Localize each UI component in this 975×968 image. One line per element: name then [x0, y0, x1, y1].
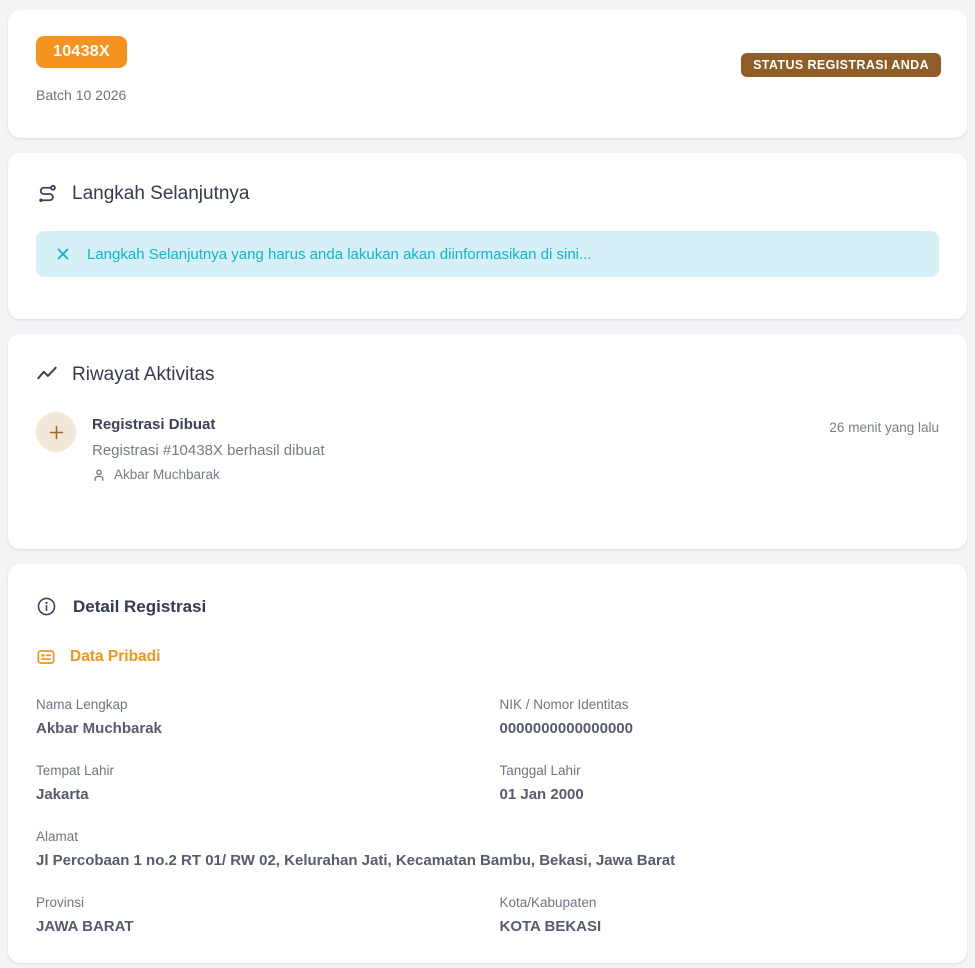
field-value: KOTA BEKASI	[499, 918, 602, 935]
activity-item-body	[92, 412, 813, 482]
activity-item-title: Registrasi Dibuat	[92, 416, 216, 433]
personal-data-section-heading	[36, 647, 939, 667]
field-label: Nama Lengkap	[36, 697, 128, 712]
field-tanggal-lahir	[500, 763, 940, 803]
activity-heading	[36, 364, 939, 386]
field-label: Provinsi	[36, 895, 85, 910]
field-label: Tempat Lahir	[36, 763, 115, 778]
registration-detail-card	[8, 564, 967, 963]
person-icon	[92, 468, 106, 482]
field-label: NIK / Nomor Identitas	[499, 697, 629, 712]
plus-icon	[36, 412, 76, 452]
field-provinsi	[36, 895, 476, 935]
close-icon[interactable]	[54, 245, 72, 263]
field-kota-kabupaten	[500, 895, 940, 935]
activity-title: Riwayat Aktivitas	[72, 364, 215, 385]
field-label: Tanggal Lahir	[499, 763, 581, 778]
info-circle-icon	[36, 596, 57, 617]
field-tempat-lahir	[36, 763, 476, 803]
field-value: 0000000000000000	[499, 720, 633, 737]
activity-history-card	[8, 334, 967, 549]
batch-label: Batch 10 2026	[36, 87, 127, 103]
activity-item-description: Registrasi #10438X berhasil dibuat	[92, 442, 325, 459]
registration-summary-card	[8, 10, 967, 138]
next-steps-title: Langkah Selanjutnya	[72, 183, 250, 204]
activity-item	[36, 412, 939, 482]
personal-data-fields	[36, 697, 939, 935]
personal-data-title: Data Pribadi	[70, 648, 161, 665]
detail-heading	[36, 596, 939, 617]
activity-timestamp: 26 menit yang lalu	[829, 420, 939, 435]
field-value: Akbar Muchbarak	[36, 720, 162, 737]
route-icon	[36, 183, 58, 205]
id-card-icon	[36, 647, 56, 667]
detail-title: Detail Registrasi	[73, 596, 207, 616]
activity-item-actor	[92, 467, 813, 482]
registration-code-badge: 10438X	[36, 36, 127, 68]
field-value: JAWA BARAT	[36, 918, 134, 935]
next-steps-card	[8, 153, 967, 319]
next-steps-heading	[36, 183, 939, 205]
next-steps-info-box	[36, 231, 939, 277]
field-label: Kota/Kabupaten	[499, 895, 597, 910]
field-value: 01 Jan 2000	[499, 786, 584, 803]
field-nik	[500, 697, 940, 737]
next-steps-info-message: Langkah Selanjutnya yang harus anda lakukan akan diinformasikan di sini...	[87, 245, 592, 263]
trending-icon	[36, 364, 58, 386]
field-alamat	[36, 829, 939, 869]
activity-actor-name: Akbar Muchbarak	[114, 467, 220, 482]
field-value: Jl Percobaan 1 no.2 RT 01/ RW 02, Kelurahan Jati, Kecamatan Bambu, Bekasi, Jawa Barat	[36, 852, 676, 869]
field-nama-lengkap	[36, 697, 476, 737]
field-value: Jakarta	[36, 786, 89, 803]
field-label: Alamat	[36, 829, 79, 844]
registration-status-badge: STATUS REGISTRASI ANDA	[741, 53, 941, 77]
